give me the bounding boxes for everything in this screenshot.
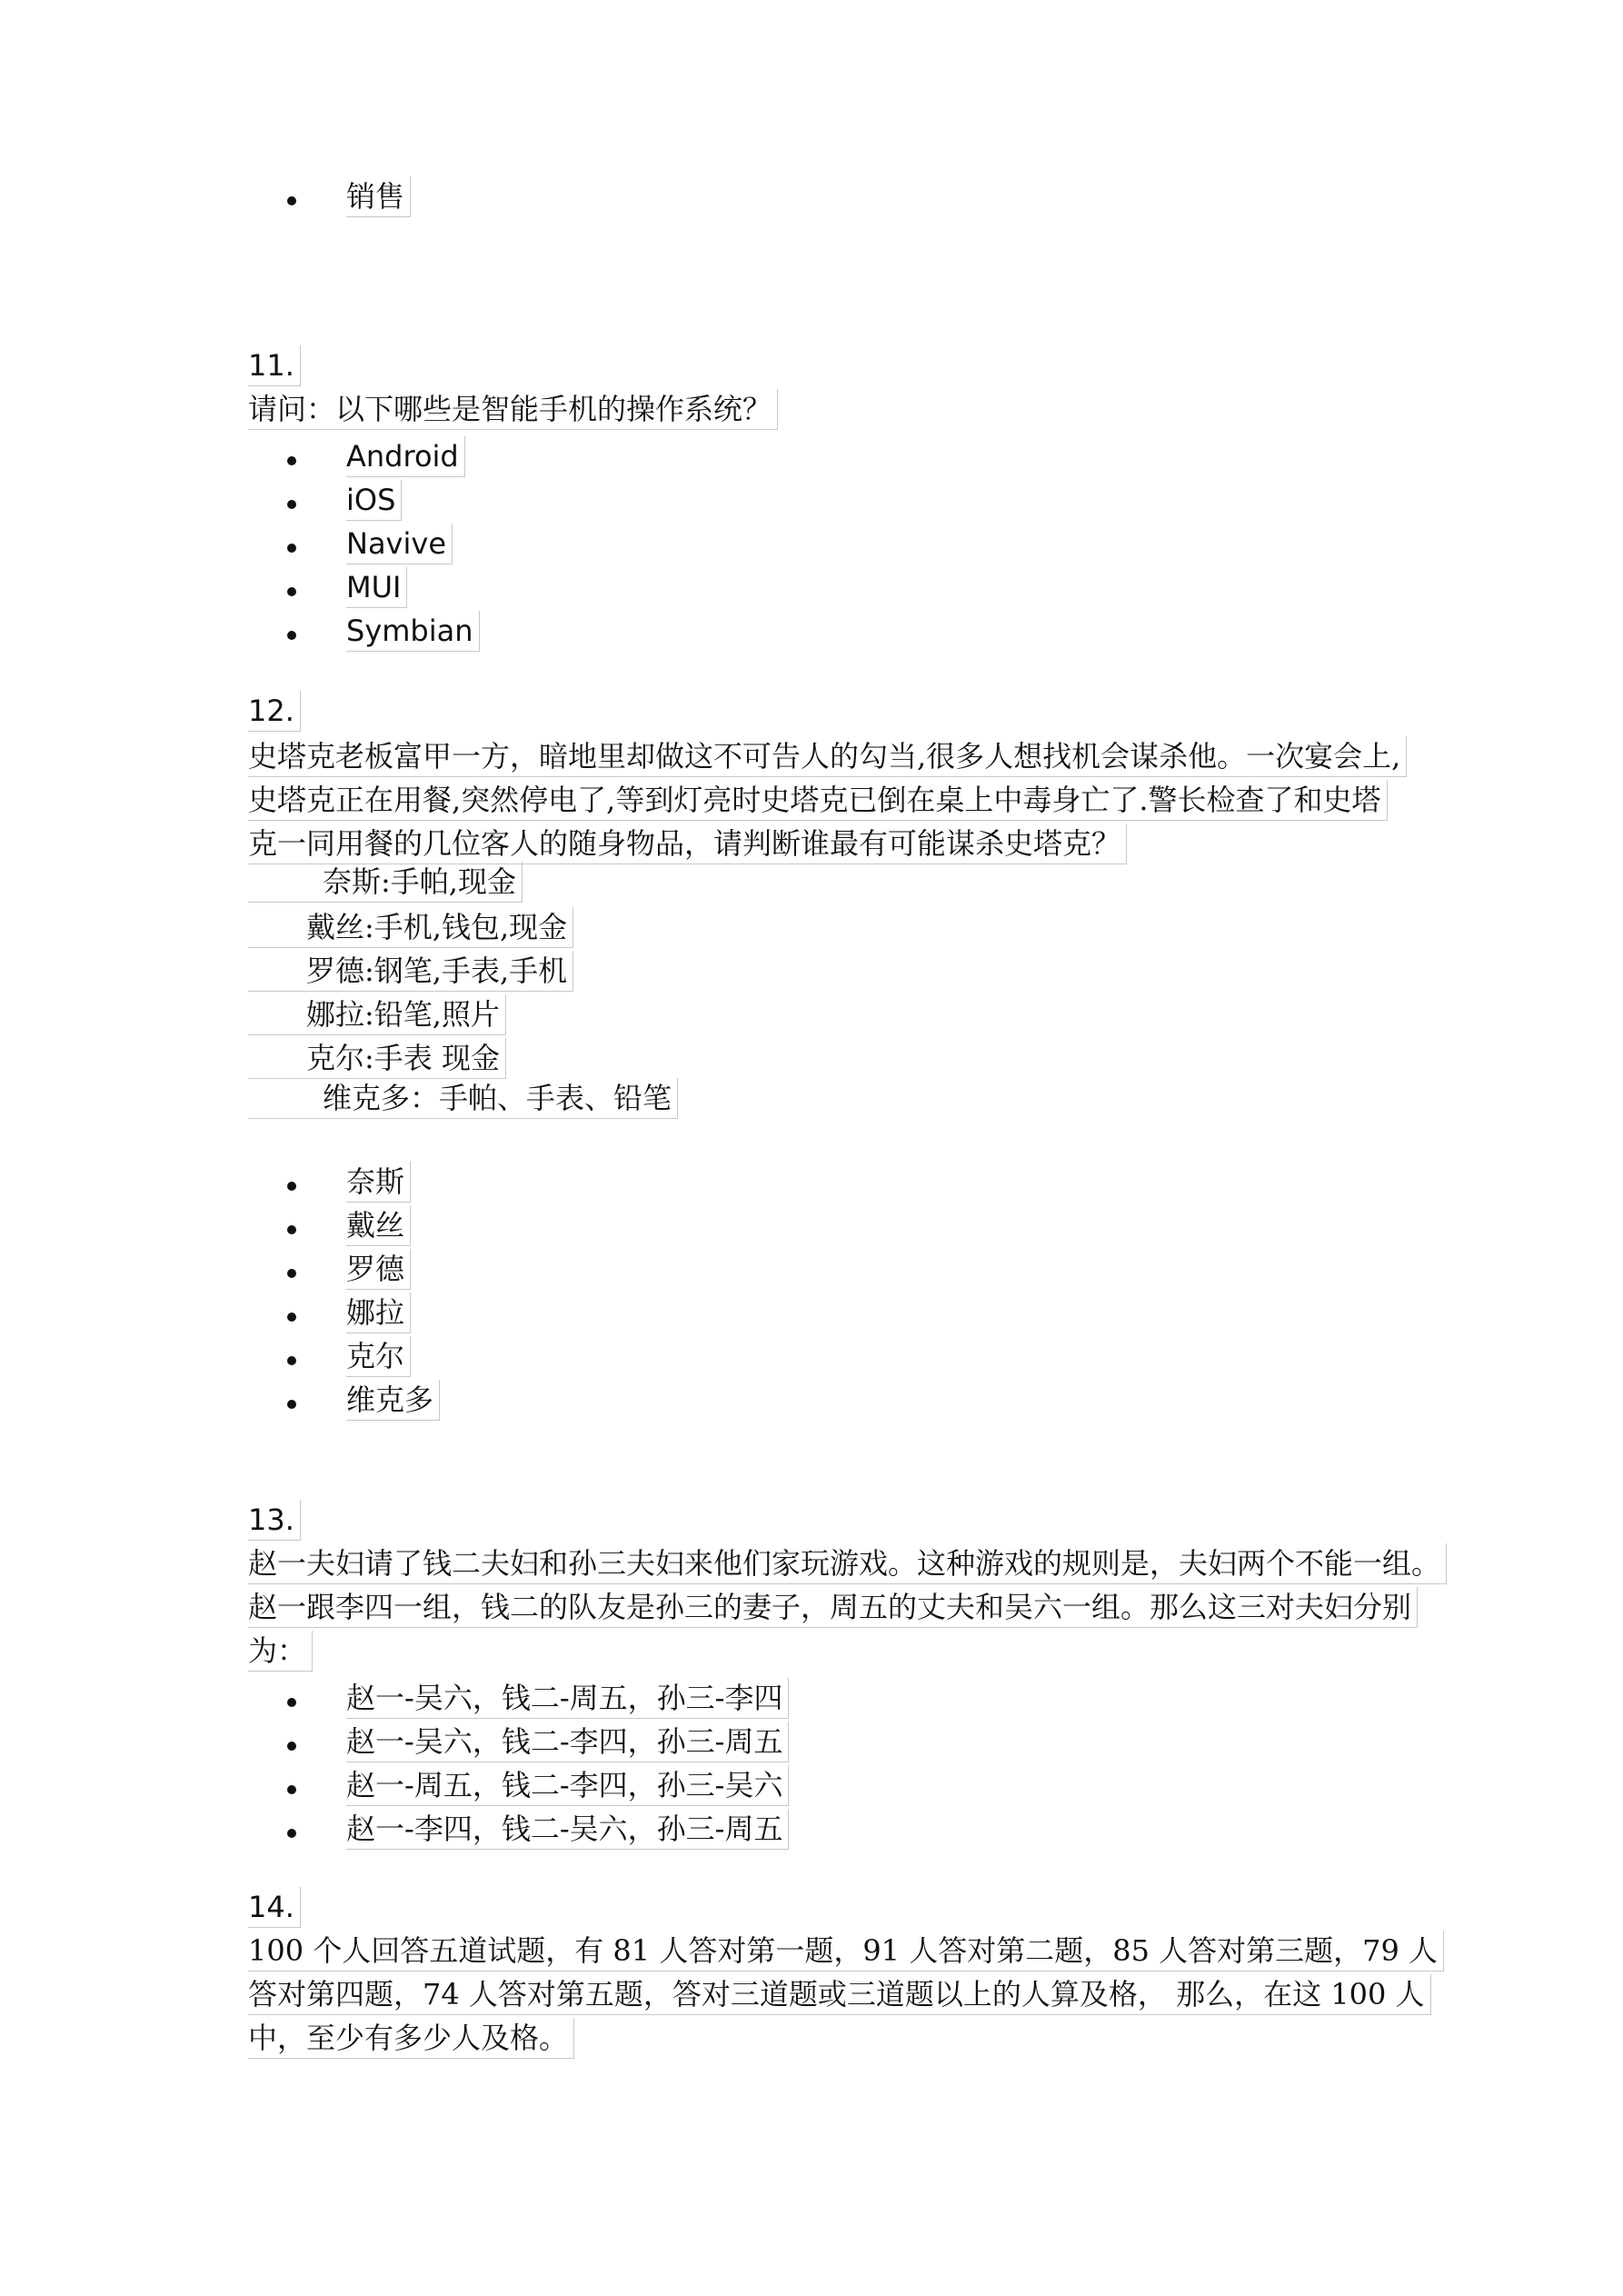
q12-option[interactable]: 娜拉	[346, 1293, 411, 1333]
bullet-icon	[287, 1182, 296, 1191]
bullet-icon	[287, 1269, 296, 1278]
q12-item: 奈斯:手帕,现金	[248, 862, 523, 903]
q12-option[interactable]: 戴丝	[346, 1205, 411, 1246]
q11-number: 11.	[248, 345, 301, 386]
q11-option[interactable]: Android	[346, 436, 465, 477]
q11-option[interactable]: iOS	[346, 480, 402, 521]
bullet-icon	[287, 500, 296, 509]
bullet-icon	[287, 1829, 296, 1838]
bullet-icon	[287, 1313, 296, 1322]
q11-option[interactable]: Navive	[346, 524, 453, 564]
q12-text-line: 史塔克正在用餐,突然停电了,等到灯亮时史塔克已倒在桌上中毒身亡了.警长检查了和史塔	[248, 780, 1388, 821]
q12-text-line: 克一同用餐的几位客人的随身物品，请判断谁最有可能谋杀史塔克？	[248, 824, 1127, 864]
q13-text-line: 赵一夫妇请了钱二夫妇和孙三夫妇来他们家玩游戏。这种游戏的规则是，夫妇两个不能一组。	[248, 1543, 1447, 1584]
q13-option[interactable]: 赵一-吴六，钱二-李四，孙三-周五	[346, 1722, 789, 1762]
bullet-icon	[287, 1356, 296, 1365]
q11-question: 请问：以下哪些是智能手机的操作系统？	[248, 389, 778, 430]
q12-option[interactable]: 维克多	[346, 1380, 440, 1421]
q14-number: 14.	[248, 1887, 301, 1928]
q12-option[interactable]: 奈斯	[346, 1162, 411, 1203]
q14-text-line: 100 个人回答五道试题，有 81 人答对第一题，91 人答对第二题，85 人答对第三题，79 人	[248, 1931, 1444, 1972]
q14-text-line: 答对第四题，74 人答对第五题，答对三道题或三道题以上的人算及格， 那么，在这 100 人	[248, 1974, 1431, 2015]
q10-option[interactable]: 销售	[346, 176, 411, 217]
q12-option[interactable]: 克尔	[346, 1336, 411, 1377]
q12-item: 娜拉:铅笔,照片	[248, 994, 506, 1035]
q12-item: 维克多：手帕、手表、铅笔	[248, 1078, 678, 1119]
bullet-icon	[287, 587, 296, 596]
q11-option[interactable]: MUI	[346, 567, 407, 608]
bullet-icon	[287, 1785, 296, 1794]
q12-text-line: 史塔克老板富甲一方，暗地里却做这不可告人的勾当,很多人想找机会谋杀他。一次宴会上,	[248, 736, 1407, 777]
q13-option[interactable]: 赵一-吴六，钱二-周五，孙三-李四	[346, 1678, 789, 1719]
q12-number: 12.	[248, 691, 301, 732]
q13-text-line: 赵一跟李四一组，钱二的队友是孙三的妻子，周五的丈夫和吴六一组。那么这三对夫妇分别	[248, 1587, 1418, 1628]
q12-item: 罗德:钢笔,手表,手机	[248, 951, 573, 992]
q12-item: 戴丝:手机,钱包,现金	[248, 907, 573, 948]
q11-option[interactable]: Symbian	[346, 611, 480, 652]
bullet-icon	[287, 1225, 296, 1234]
q14-text-line: 中，至少有多少人及格。	[248, 2018, 574, 2059]
bullet-icon	[287, 631, 296, 640]
q13-text-line: 为：	[248, 1631, 313, 1672]
bullet-icon	[287, 1698, 296, 1707]
q12-option[interactable]: 罗德	[346, 1249, 411, 1290]
q13-option[interactable]: 赵一-周五，钱二-李四，孙三-吴六	[346, 1765, 789, 1806]
bullet-icon	[287, 1742, 296, 1751]
q13-number: 13.	[248, 1500, 301, 1541]
q13-option[interactable]: 赵一-李四，钱二-吴六，孙三-周五	[346, 1809, 789, 1850]
bullet-icon	[287, 456, 296, 465]
q12-item: 克尔:手表 现金	[248, 1038, 506, 1079]
bullet-icon	[287, 544, 296, 553]
bullet-icon	[287, 196, 296, 205]
bullet-icon	[287, 1400, 296, 1409]
